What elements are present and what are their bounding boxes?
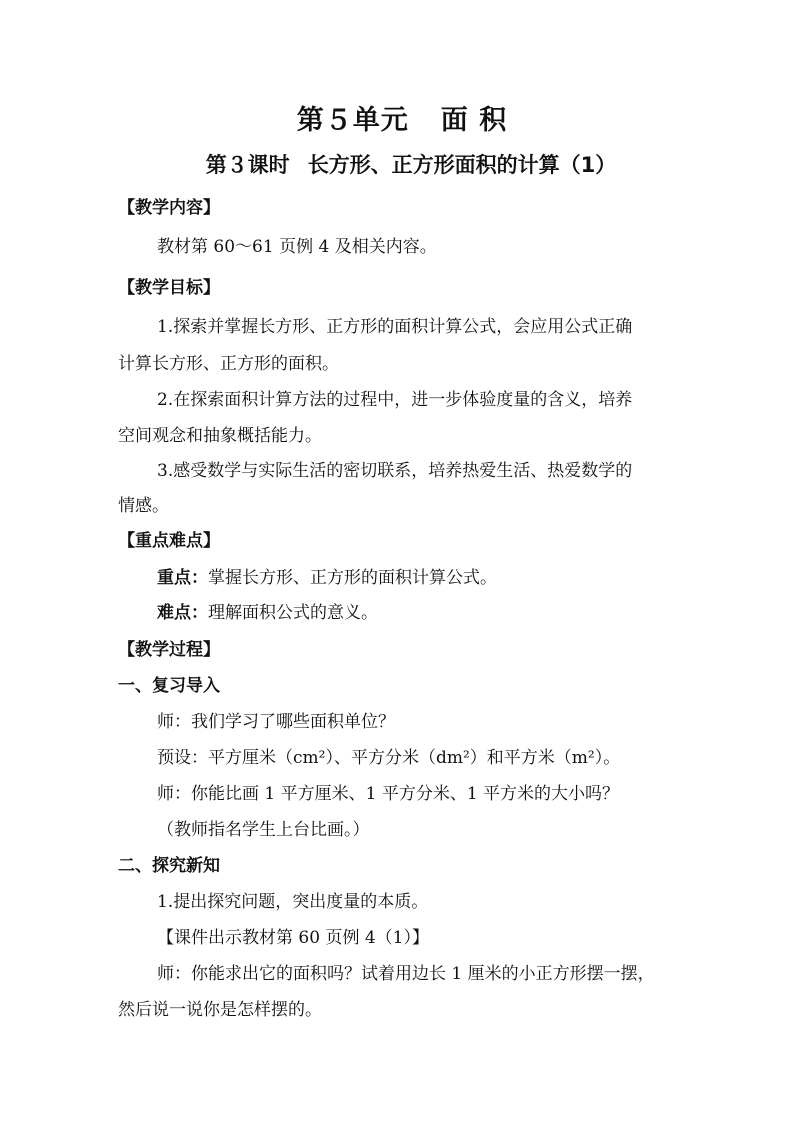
p2-line2: 【课件出示教材第 60 页例 4（1）】 — [157, 928, 429, 948]
key-point — [157, 566, 497, 590]
goal1-line2: 计算长方形、正方形的面积。 — [118, 354, 339, 374]
diff-text: 理解面积公式的意义。 — [208, 603, 378, 623]
p2-line4: 然后说一说你是怎样摆的。 — [118, 1000, 322, 1020]
section-heading-goals: 【教学目标】 — [118, 278, 220, 298]
goal2-line2: 空间观念和抽象概括能力。 — [118, 426, 322, 446]
difficult-point — [157, 601, 378, 625]
goal2-line1: 2.在探索面积计算方法的过程中，进一步体验度量的含义，培养 — [157, 390, 633, 410]
diff-label: 难点： — [157, 603, 208, 623]
page-title — [0, 98, 794, 137]
content-text: 教材第 60～61 页例 4 及相关内容。 — [157, 237, 437, 257]
title-unit: 第５单元 — [296, 105, 409, 136]
key-label: 重点： — [157, 568, 208, 588]
lesson-subtitle — [0, 149, 794, 179]
p2-line3: 师：你能求出它的面积吗？试着用边长 1 厘米的小正方形摆一摆， — [157, 964, 655, 984]
goal3-line1: 3.感受数学与实际生活的密切联系，培养热爱生活、热爱数学的 — [157, 461, 633, 481]
goal1-line1: 1.探索并掌握长方形、正方形的面积计算公式，会应用公式正确 — [157, 317, 633, 337]
part1-heading: 一、复习导入 — [118, 676, 220, 696]
p1-line3: 师：你能比画 1 平方厘米、1 平方分米、1 平方米的大小吗？ — [157, 784, 620, 804]
title-topic: 面 积 — [440, 105, 508, 136]
p2-line1: 1.提出探究问题，突出度量的本质。 — [157, 892, 429, 912]
subtitle-lesson: 第３课时 — [205, 153, 290, 177]
p1-line4: （教师指名学生上台比画。） — [157, 820, 370, 840]
subtitle-name: 长方形、正方形面积的计算（1） — [307, 153, 617, 177]
section-heading-content: 【教学内容】 — [118, 198, 220, 218]
section-heading-process: 【教学过程】 — [118, 640, 220, 660]
key-text: 掌握长方形、正方形的面积计算公式。 — [208, 568, 497, 588]
goal3-line2: 情感。 — [118, 496, 169, 516]
p1-line2: 预设：平方厘米（cm²）、平方分米（dm²）和平方米（m²）。 — [157, 748, 621, 768]
p1-line1: 师：我们学习了哪些面积单位？ — [157, 712, 395, 732]
part2-heading: 二、探究新知 — [118, 856, 220, 876]
section-heading-key: 【重点难点】 — [118, 531, 220, 551]
